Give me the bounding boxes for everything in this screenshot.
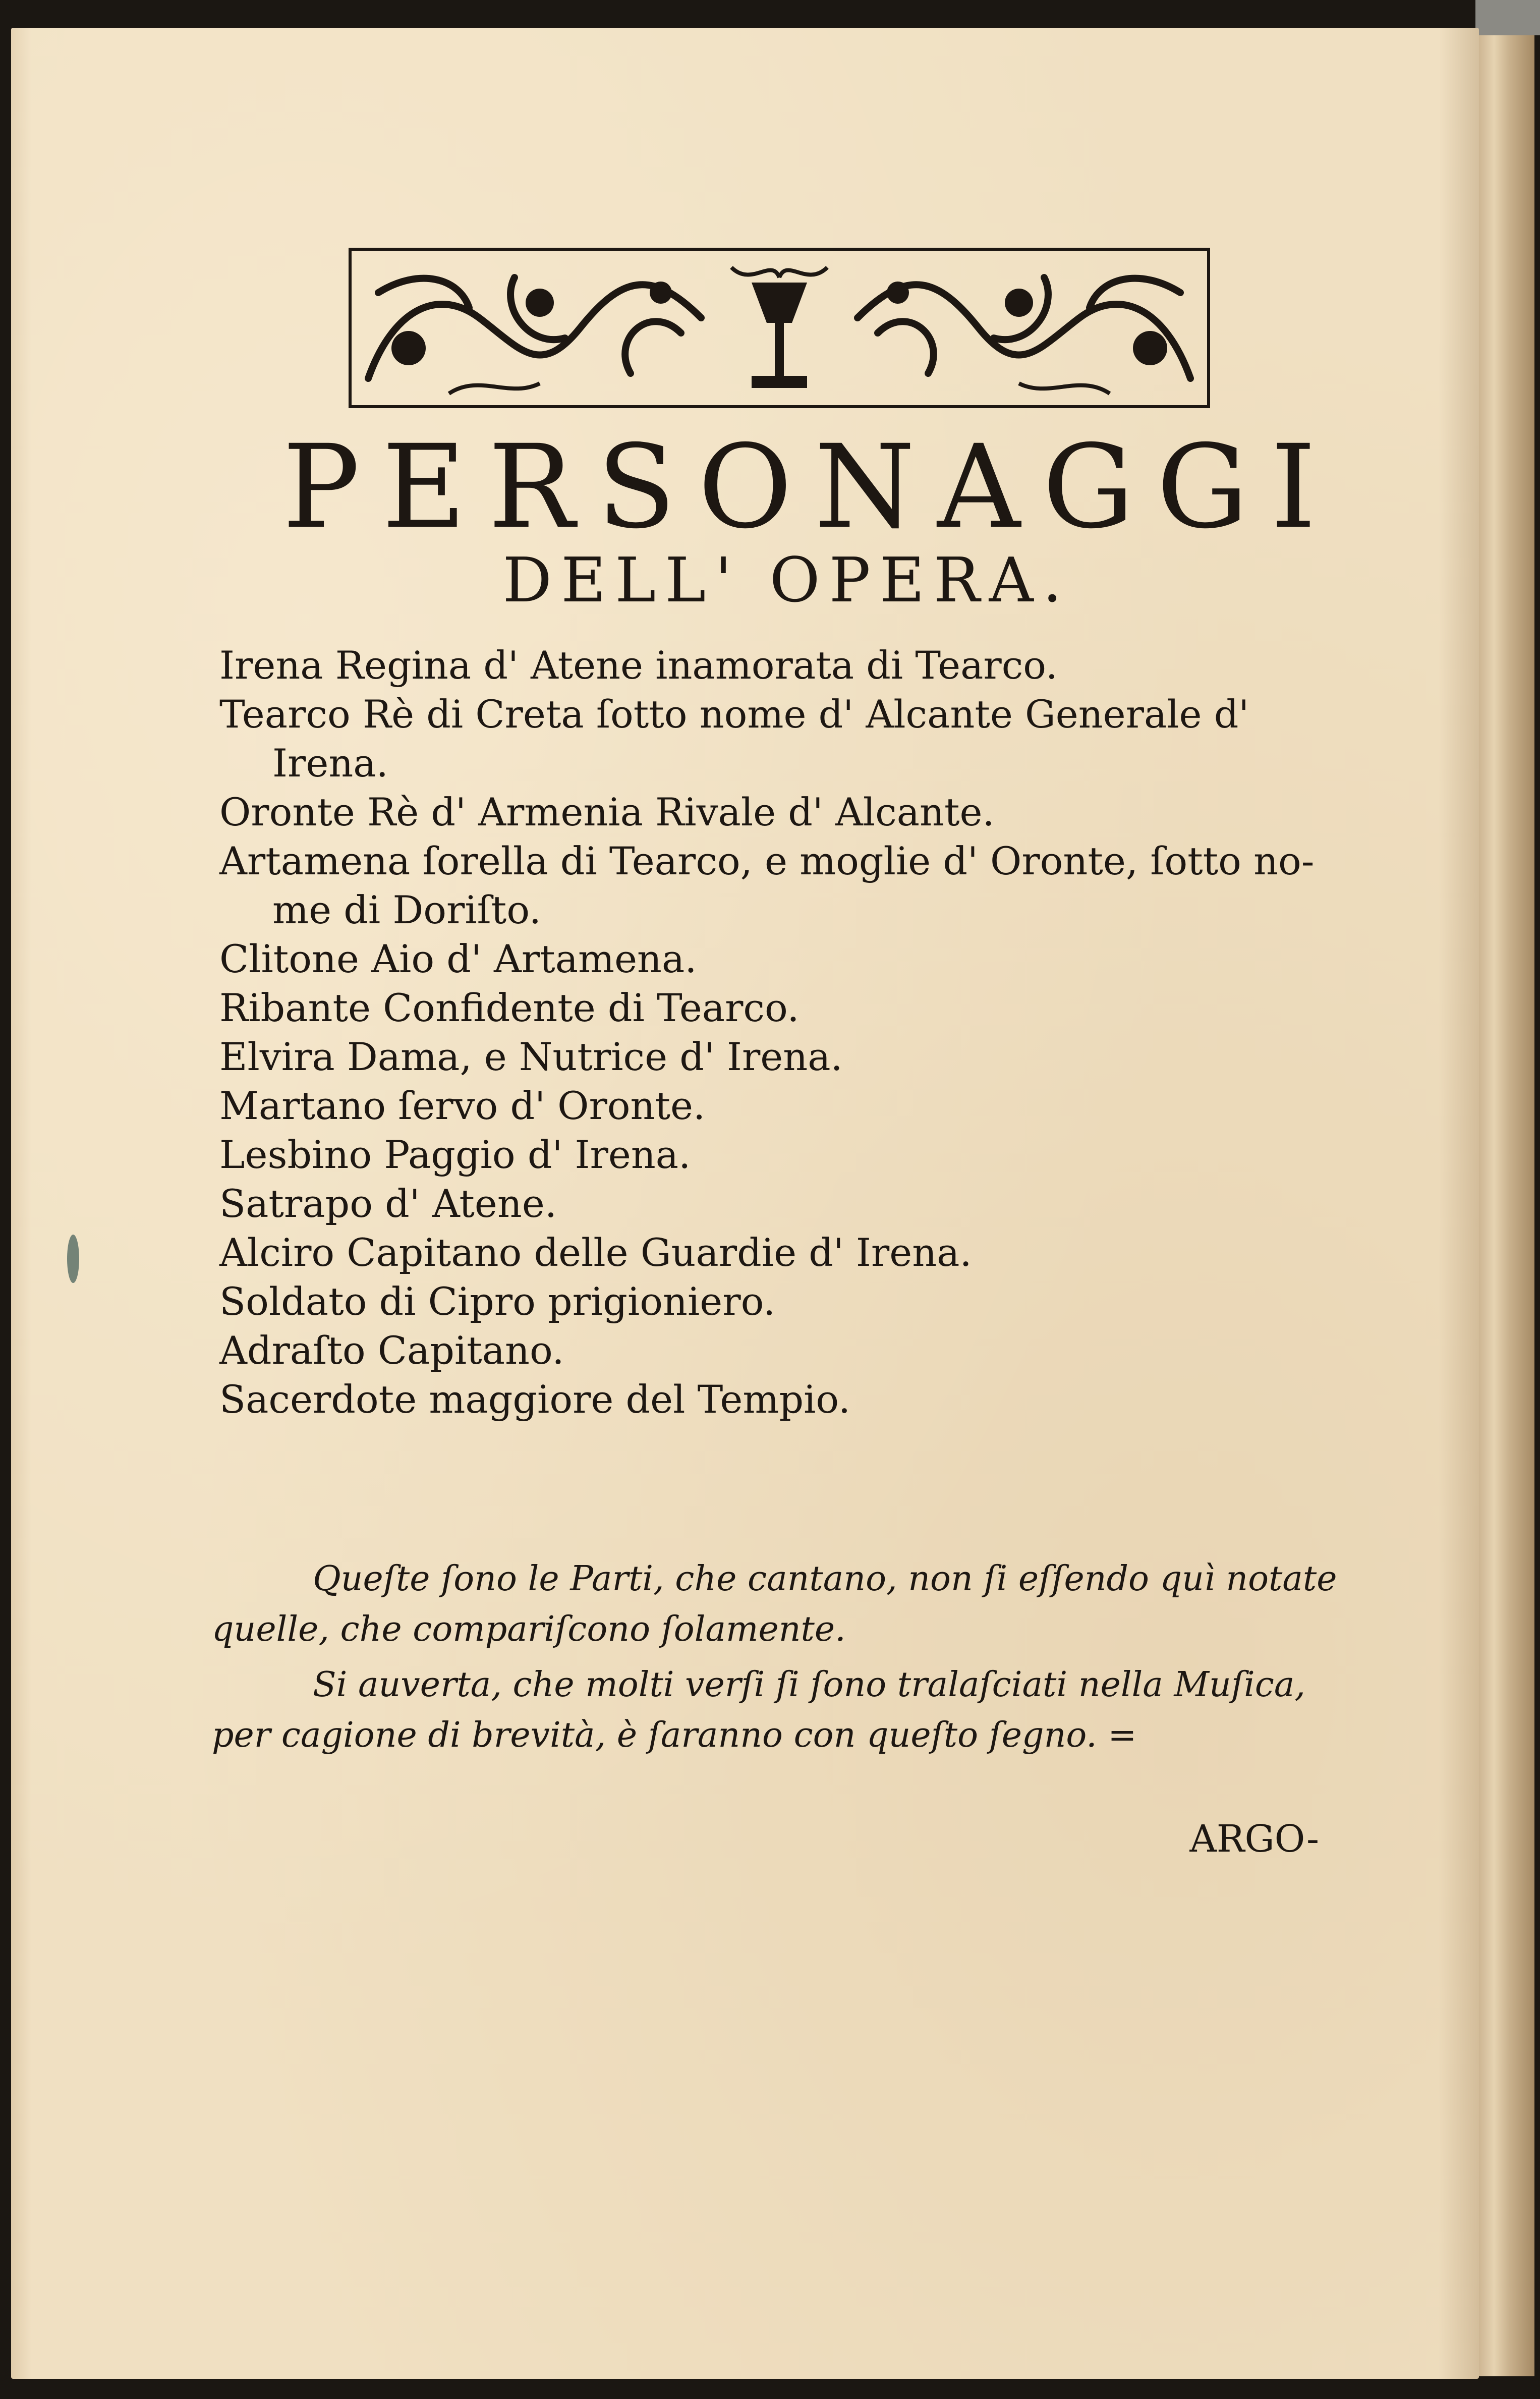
headpiece-ornament — [348, 247, 1211, 409]
cast-line: Irena Regina d' Atene inamorata di Tearco. — [219, 643, 1058, 688]
cast-list — [219, 641, 1370, 1424]
cast-line: Satrapo d' Atene. — [219, 1181, 557, 1226]
cast-line: Soldato di Cipro prigioniero. — [219, 1279, 776, 1324]
cast-line: Martano ſervo d' Oronte. — [219, 1083, 706, 1128]
cast-line: Adraſto Capitano. — [219, 1328, 564, 1373]
cast-line: Ribante Confidente di Tearco. — [219, 985, 800, 1030]
note-singing-parts — [212, 1554, 1372, 1655]
catchword: ARGO- — [1189, 1817, 1319, 1861]
page-edge — [1479, 35, 1534, 2376]
cast-line: Lesbino Paggio d' Irena. — [219, 1132, 691, 1177]
page-subtitle: DELL' OPERA. — [502, 544, 1071, 616]
note-line: quelle, che compariſcono ſolamente. — [212, 1609, 846, 1649]
note-line: per cagione di brevità, è ſaranno con queſto ſegno. = — [212, 1715, 1137, 1755]
note-line: Queſte ſono le Parti, che cantano, non ſi eſſendo quì notate — [313, 1559, 1337, 1599]
cast-line: Elvira Dama, e Nutrice d' Irena. — [219, 1034, 843, 1079]
ink-smudge — [65, 1231, 82, 1287]
cast-line: Clitone Aio d' Artamena. — [219, 936, 697, 981]
cast-line: Sacerdote maggiore del Tempio. — [219, 1377, 850, 1422]
cast-line: Alciro Capitano delle Guardie d' Irena. — [219, 1230, 972, 1275]
page-title: PERSONAGGI — [282, 420, 1339, 554]
cast-line: Oronte Rè d' Armenia Rivale d' Alcante. — [219, 790, 995, 834]
cast-line: Irena. — [272, 741, 388, 786]
cast-line: Artamena ſorella di Tearco, e moglie d' Oronte, ſotto no- — [219, 839, 1315, 883]
cast-line: Tearco Rè di Creta ſotto nome d' Alcante Generale d' — [219, 692, 1249, 737]
cast-line: me di Doriſto. — [272, 887, 541, 932]
tape-strip — [1475, 0, 1540, 35]
note-line: Si auverta, che molti verſi ſi ſono tralaſciati nella Muſica, — [313, 1665, 1305, 1705]
note-omitted-verses — [212, 1660, 1372, 1761]
